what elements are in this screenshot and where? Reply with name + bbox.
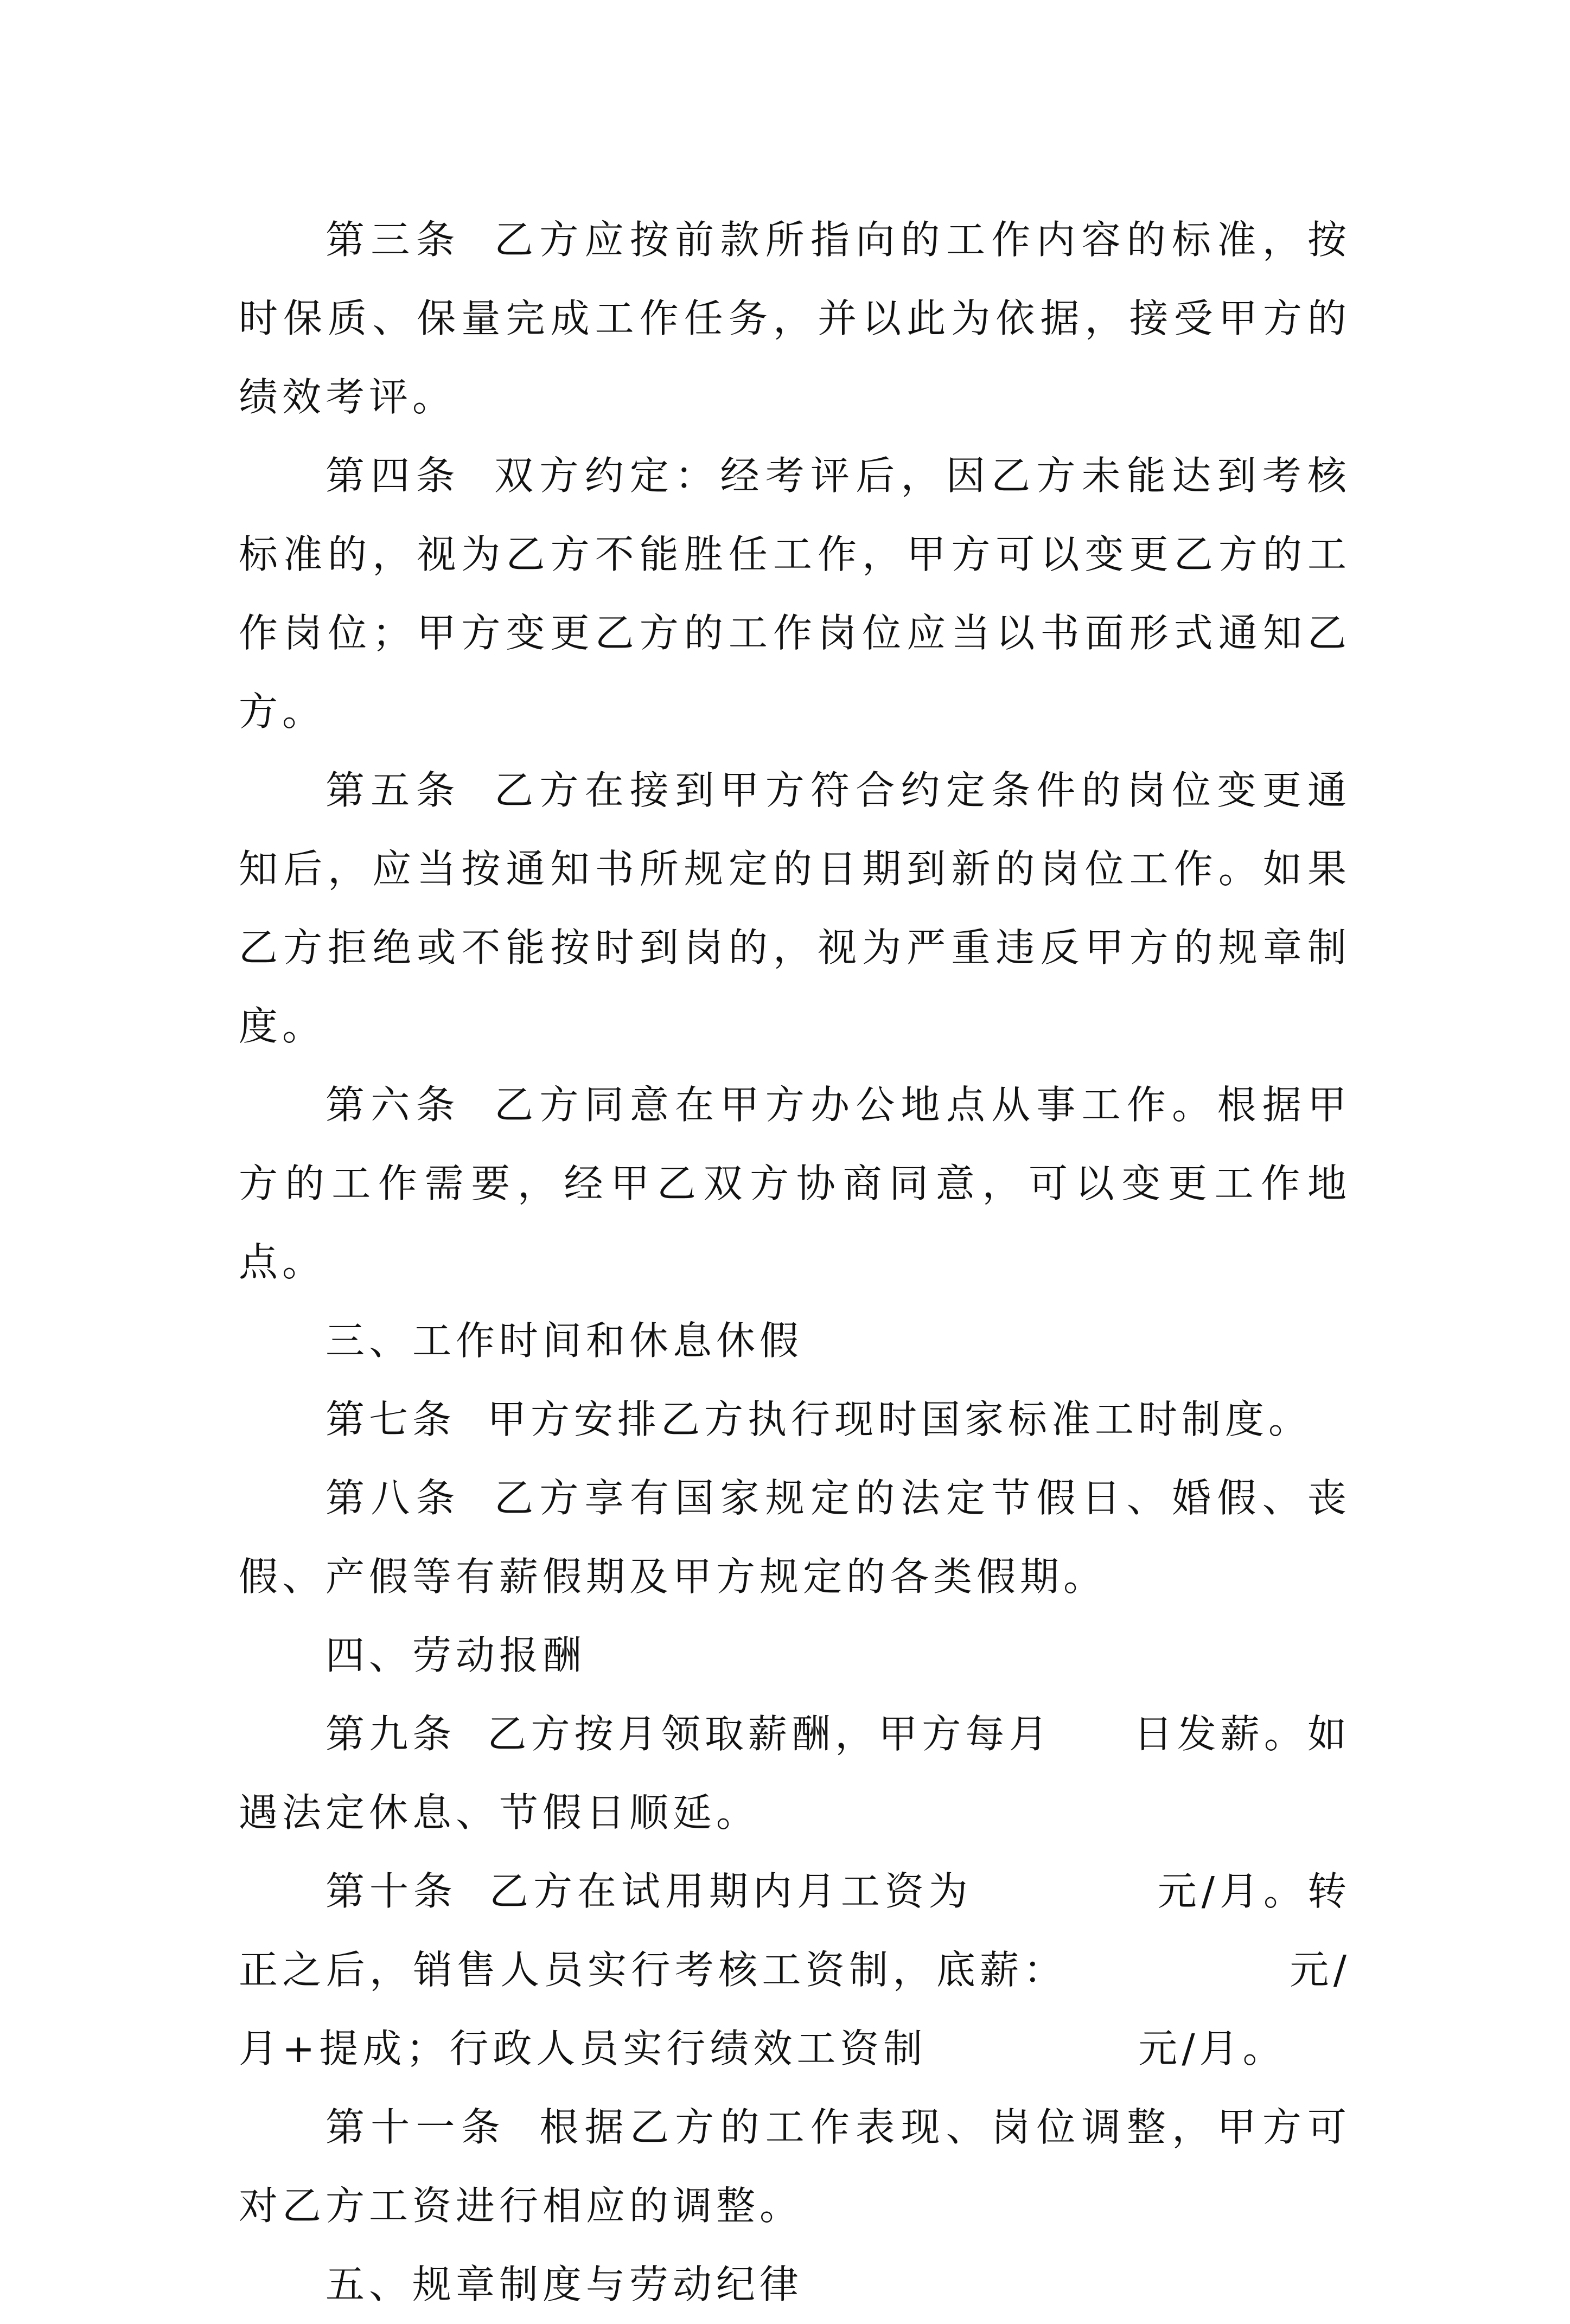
- article-5: [239, 751, 1351, 1066]
- article-9: [239, 1695, 1351, 1852]
- article-5-label: 第五条: [326, 767, 461, 813]
- article-8-text: 乙方享有国家规定的法定节假日、婚假、丧假、产假等有薪假期及甲方规定的各类假期。: [239, 1475, 1351, 1599]
- article-7: [239, 1380, 1351, 1459]
- article-3-label: 第三条: [326, 217, 461, 263]
- article-6: [239, 1066, 1351, 1302]
- article-7-text: 甲方安排乙方执行现时国家标准工时制度。: [487, 1397, 1312, 1442]
- article-4-text: 双方约定：经考评后，因乙方未能达到考核标准的，视为乙方不能胜任工作，甲方可以变更乙方的工作岗位；甲方变更乙方的工作岗位应当以书面形式通知乙方。: [239, 453, 1351, 734]
- article-9-text-a: 乙方按月领取薪酬，甲方每月: [487, 1711, 1052, 1757]
- article-3: [239, 201, 1351, 437]
- article-9-text-b: 日发薪。如遇法定休息、节假日顺延。: [239, 1711, 1351, 1835]
- article-11: [239, 2088, 1351, 2245]
- article-10-text-a: 乙方在试用期内月工资为: [488, 1868, 973, 1914]
- section-4-heading: 四、劳动报酬: [326, 1632, 586, 1678]
- article-10-label: 第十条: [326, 1868, 457, 1914]
- article-8: [239, 1459, 1351, 1616]
- article-6-text: 乙方同意在甲方办公地点从事工作。根据甲方的工作需要，经甲乙双方协商同意，可以变更工作地点。: [239, 1082, 1351, 1285]
- article-10-text-b: 元/月。转正之后，销售人员实行考核工资制，底薪：: [239, 1868, 1351, 1993]
- article-3-text: 乙方应按前款所指向的工作内容的标准，按时保质、保量完成工作任务，并以此为依据，接受甲方的绩效考评。: [239, 217, 1351, 420]
- article-9-label: 第九条: [326, 1711, 456, 1757]
- article-7-label: 第七条: [326, 1397, 456, 1442]
- article-6-label: 第六条: [326, 1082, 461, 1128]
- article-4-label: 第四条: [326, 453, 461, 498]
- article-5-text: 乙方在接到甲方符合约定条件的岗位变更通知后，应当按通知书所规定的日期到新的岗位工作。如果乙方拒绝或不能按时到岗的，视为严重违反甲方的规章制度。: [239, 767, 1351, 1049]
- document-body: [239, 201, 1351, 2324]
- section-3-heading: 三、工作时间和休息休假: [326, 1318, 803, 1363]
- article-11-text: 根据乙方的工作表现、岗位调整，甲方可对乙方工资进行相应的调整。: [239, 2104, 1351, 2229]
- section-5-heading: 五、规章制度与劳动纪律: [326, 2262, 803, 2307]
- article-11-label: 第十一条: [326, 2104, 507, 2150]
- article-4: [239, 437, 1351, 751]
- article-10-text-d: 元/月。: [1138, 2026, 1286, 2071]
- article-10-text-c: 元/月+提成；行政人员实行绩效工资制: [239, 1947, 1351, 2071]
- article-10: [239, 1852, 1351, 2088]
- article-8-label: 第八条: [326, 1475, 461, 1521]
